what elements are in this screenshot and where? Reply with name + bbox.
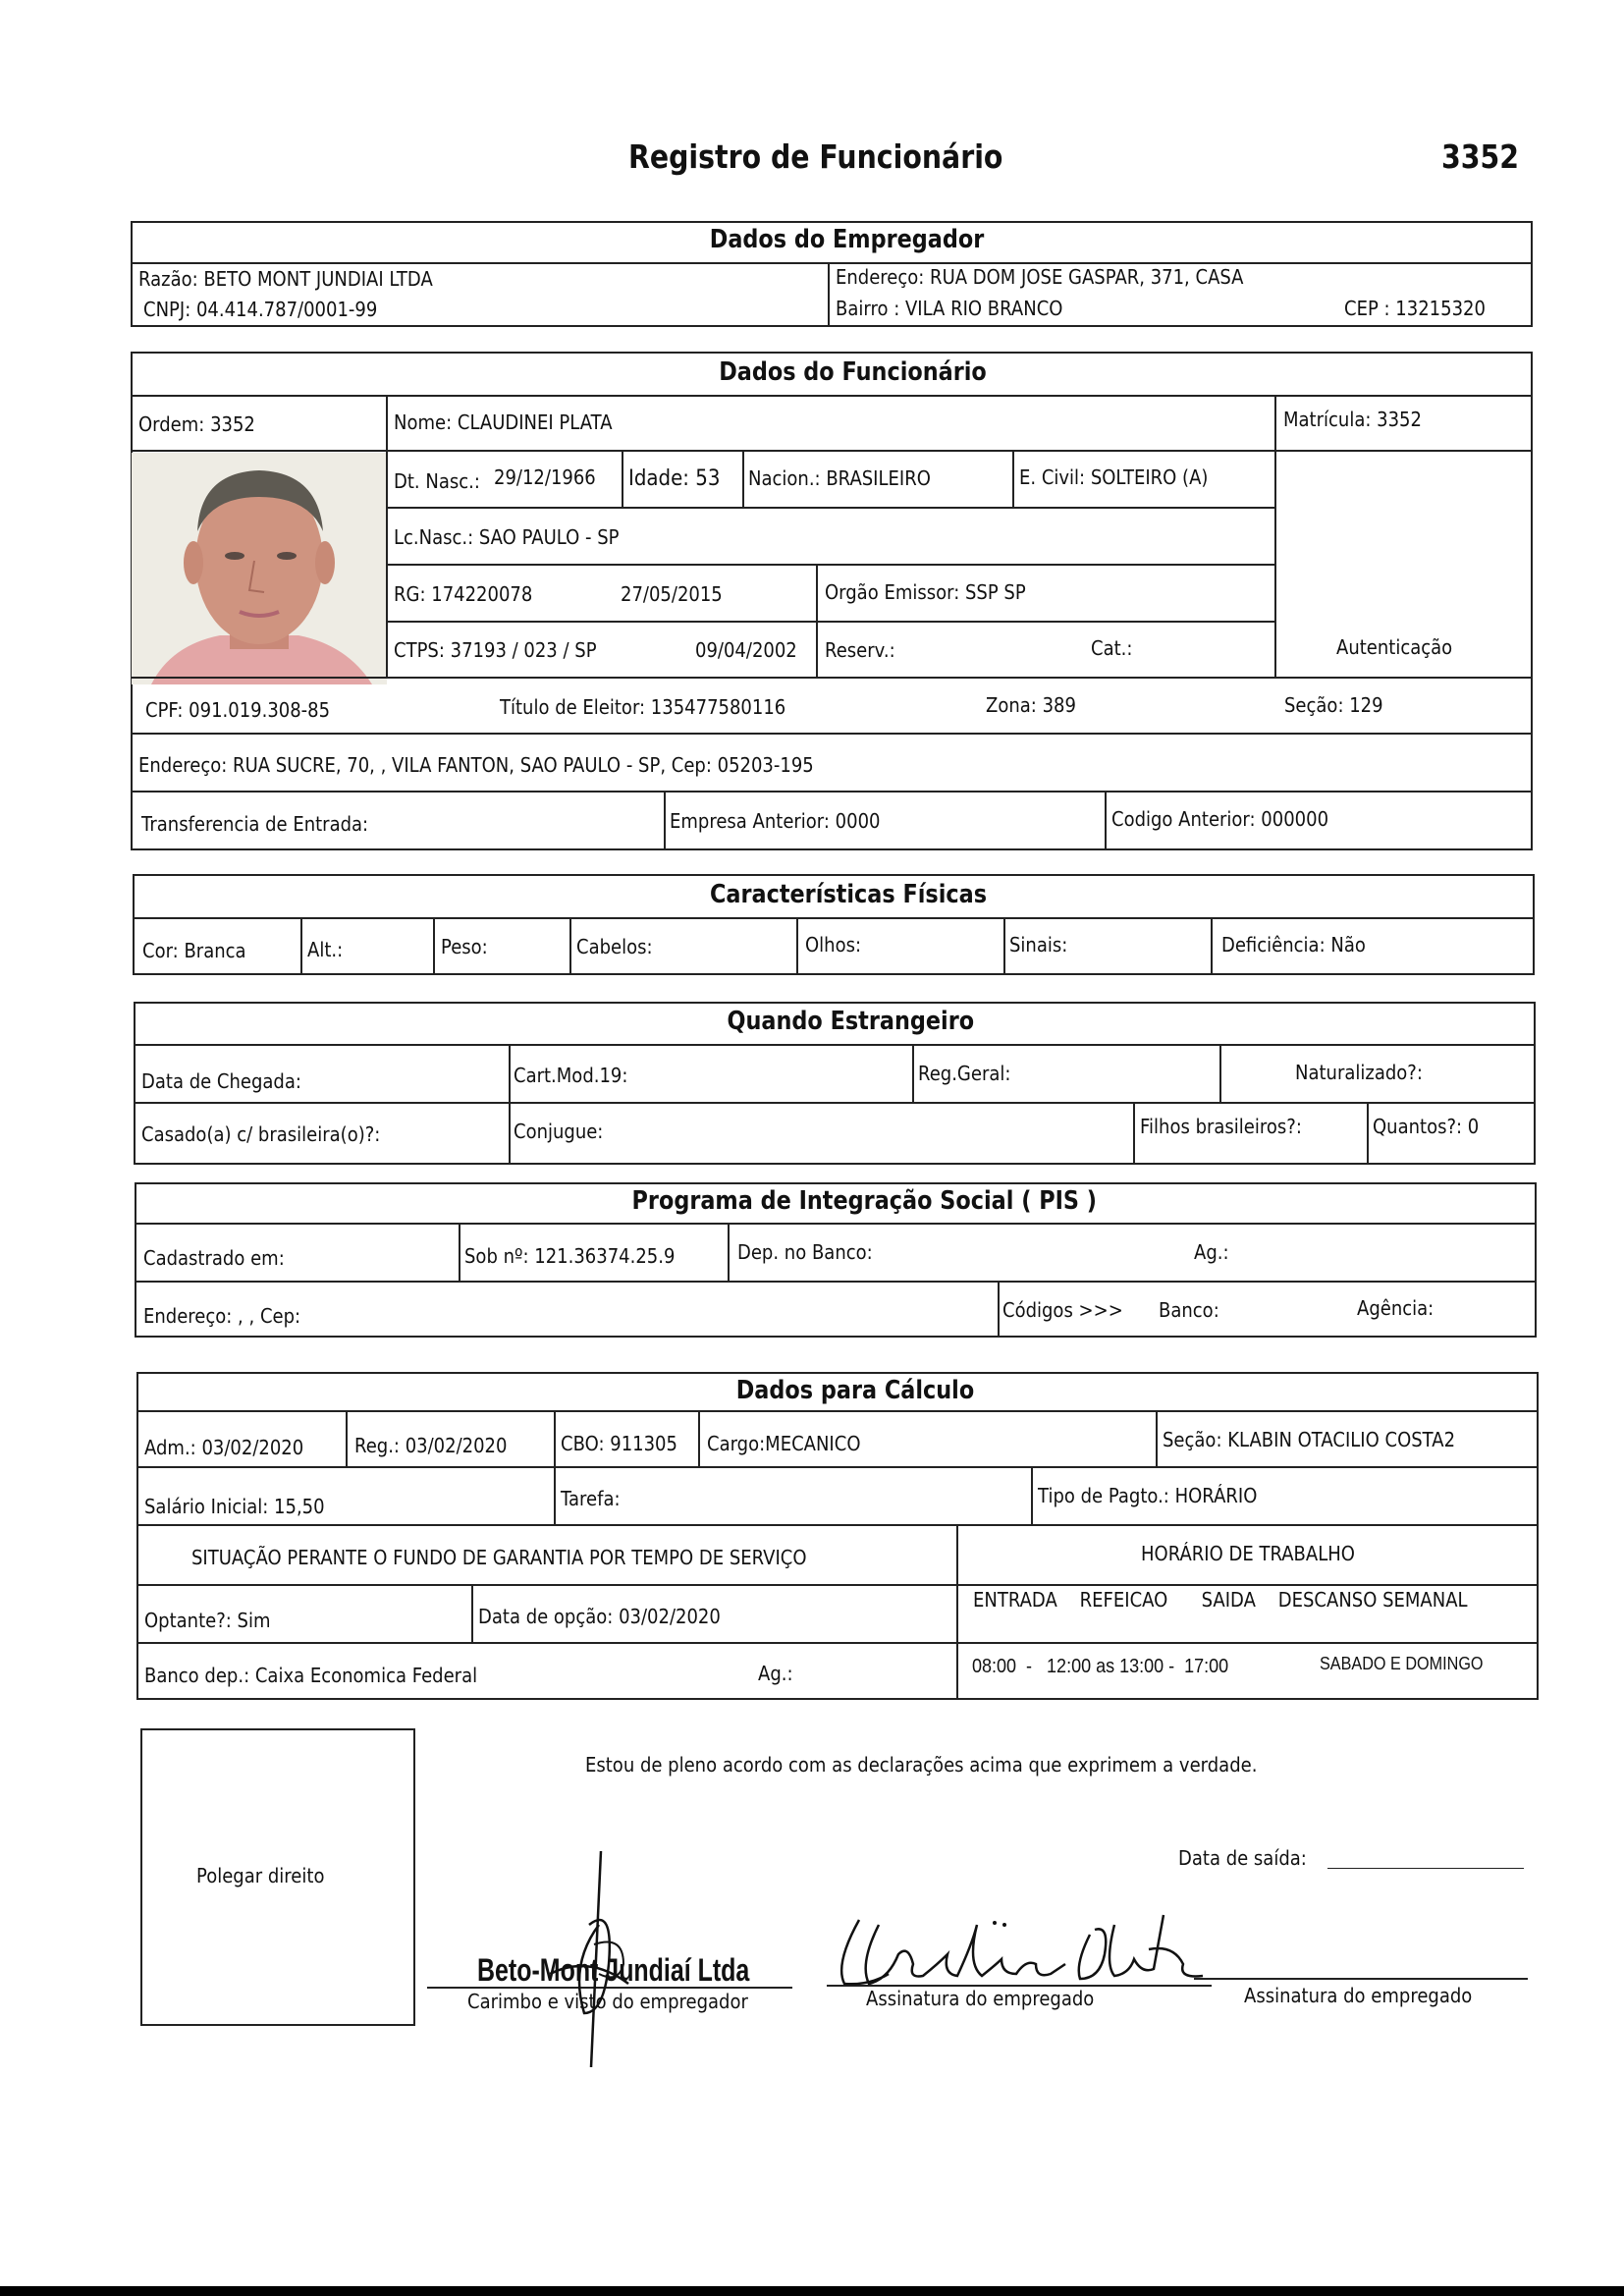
- foreign-reg-geral: Reg.Geral:: [918, 1062, 1011, 1085]
- physical-cor: Cor: Branca: [142, 939, 246, 962]
- pis-ag: Ag.:: [1194, 1240, 1229, 1264]
- physical-peso: Peso:: [441, 935, 488, 958]
- employee-photo: [132, 453, 387, 684]
- foreign-naturalizado: Naturalizado?:: [1295, 1061, 1423, 1084]
- portrait-image: [132, 453, 387, 684]
- foreign-data-chegada: Data de Chegada:: [141, 1069, 301, 1093]
- employee-matricula: Matrícula: 3352: [1283, 408, 1422, 431]
- document-title: Registro de Funcionário: [628, 137, 1003, 176]
- employee-empresa-anterior: Empresa Anterior: 0000: [670, 809, 881, 833]
- employer-stamp-text: Beto-Mont Jundiaí Ltda: [477, 1952, 750, 1988]
- physical-olhos: Olhos:: [805, 933, 862, 957]
- calc-admissao: Adm.: 03/02/2020: [144, 1436, 304, 1459]
- employee-titulo-eleitor: Título de Eleitor: 135477580116: [500, 695, 786, 719]
- employee-header: Dados do Funcionário: [719, 357, 987, 387]
- fgts-title: SITUAÇÃO PERANTE O FUNDO DE GARANTIA POR TEMPO DE SERVIÇO: [191, 1546, 807, 1569]
- employee-ctps-data: 09/04/2002: [695, 638, 797, 662]
- pis-agencia: Agência:: [1357, 1296, 1435, 1320]
- employee-dt-nasc-label: Dt. Nasc.:: [394, 469, 480, 493]
- employer-signature-label: Carimbo e visto do empregador: [467, 1990, 748, 2013]
- foreign-header: Quando Estrangeiro: [727, 1007, 975, 1036]
- employee-signature: [830, 1905, 1222, 1994]
- employee-cpf: CPF: 091.019.308-85: [145, 698, 331, 722]
- pis-cadastrado: Cadastrado em:: [143, 1246, 285, 1270]
- employer-endereco: Endereço: RUA DOM JOSE GASPAR, 371, CASA: [836, 265, 1244, 289]
- employee-ctps: CTPS: 37193 / 023 / SP: [394, 638, 597, 662]
- foreign-casado: Casado(a) c/ brasileira(o)?:: [141, 1122, 381, 1146]
- calc-tarefa: Tarefa:: [561, 1487, 621, 1510]
- employee-cat: Cat.:: [1091, 636, 1133, 660]
- employee-secao: Seção: 129: [1284, 693, 1383, 717]
- thumbprint-label: Polegar direito: [196, 1864, 325, 1887]
- employee-dt-nasc: 29/12/1966: [494, 465, 596, 489]
- employee-signature-label-2: Assinatura do empregado: [1244, 1984, 1473, 2007]
- pis-header: Programa de Integração Social ( PIS ): [631, 1186, 1098, 1216]
- pis-dep-banco: Dep. no Banco:: [737, 1240, 873, 1264]
- document-number: 3352: [1441, 137, 1519, 176]
- calc-salario-inicial: Salário Inicial: 15,50: [144, 1495, 325, 1518]
- calc-header: Dados para Cálculo: [735, 1376, 975, 1405]
- employee-ordem: Ordem: 3352: [138, 412, 255, 436]
- calc-secao: Seção: KLABIN OTACILIO COSTA2: [1163, 1428, 1456, 1451]
- calc-banco-dep: Banco dep.: Caixa Economica Federal: [144, 1664, 478, 1687]
- authentication-label: Autenticação: [1336, 635, 1453, 659]
- foreign-quantos: Quantos?: 0: [1373, 1115, 1480, 1138]
- calc-cbo: CBO: 911305: [561, 1432, 677, 1455]
- exit-date-line: [1327, 1868, 1524, 1869]
- physical-sinais: Sinais:: [1009, 933, 1068, 957]
- employee-nome: Nome: CLAUDINEI PLATA: [394, 410, 613, 434]
- employee-zona: Zona: 389: [986, 693, 1076, 717]
- declaration-text: Estou de pleno acordo com as declarações acima que exprimem a verdade.: [585, 1753, 1258, 1777]
- employee-transferencia: Transferencia de Entrada:: [141, 812, 369, 836]
- employee-estado-civil: E. Civil: SOLTEIRO (A): [1019, 465, 1209, 489]
- employee-reserv: Reserv.:: [825, 638, 895, 662]
- employee-local-nasc: Lc.Nasc.: SAO PAULO - SP: [394, 525, 620, 549]
- employer-cnpj: CNPJ: 04.414.787/0001-99: [143, 298, 378, 321]
- employee-idade: Idade: 53: [628, 466, 721, 491]
- pis-banco: Banco:: [1159, 1298, 1219, 1322]
- physical-header: Características Físicas: [709, 880, 988, 909]
- employer-header: Dados do Empregador: [709, 225, 985, 254]
- pis-codigos: Códigos >>>: [1002, 1298, 1123, 1322]
- employer-cep: CEP : 13215320: [1344, 297, 1486, 320]
- employer-bairro: Bairro : VILA RIO BRANCO: [836, 297, 1063, 320]
- employee-nacionalidade: Nacion.: BRASILEIRO: [748, 466, 931, 490]
- physical-deficiencia: Deficiência: Não: [1221, 933, 1366, 957]
- employee-endereco: Endereço: RUA SUCRE, 70, , VILA FANTON, SAO PAULO - SP, Cep: 05203-195: [138, 753, 814, 777]
- employee-signature-label: Assinatura do empregado: [866, 1987, 1095, 2010]
- calc-optante: Optante?: Sim: [144, 1609, 271, 1632]
- employer-razao: Razão: BETO MONT JUNDIAI LTDA: [138, 267, 433, 291]
- employee-orgao-emissor: Orgão Emissor: SSP SP: [825, 580, 1026, 604]
- foreign-cart-mod19: Cart.Mod.19:: [514, 1064, 628, 1087]
- horario-title: HORÁRIO DE TRABALHO: [1141, 1542, 1355, 1565]
- foreign-filhos: Filhos brasileiros?:: [1140, 1115, 1302, 1138]
- calc-cargo: Cargo:MECANICO: [707, 1432, 861, 1455]
- employee-rg-data: 27/05/2015: [621, 582, 723, 606]
- calc-registro: Reg.: 03/02/2020: [354, 1434, 508, 1457]
- pis-endereco: Endereço: , , Cep:: [143, 1304, 301, 1328]
- foreign-conjugue: Conjugue:: [514, 1120, 604, 1143]
- pis-sob-numero: Sob nº: 121.36374.25.9: [464, 1244, 676, 1268]
- horario-values: 08:00 - 12:00 as 13:00 - 17:00: [972, 1656, 1229, 1677]
- exit-date-label: Data de saída:: [1178, 1846, 1307, 1870]
- horario-descanso: SABADO E DOMINGO: [1320, 1654, 1484, 1673]
- employer-signature: [530, 1846, 648, 2072]
- employee-codigo-anterior: Codigo Anterior: 000000: [1111, 807, 1329, 831]
- scan-border: [0, 2286, 1624, 2296]
- horario-columns: ENTRADA REFEICAO SAIDA DESCANSO SEMANAL: [973, 1588, 1468, 1612]
- physical-cabelos: Cabelos:: [576, 935, 653, 958]
- calc-data-opcao: Data de opção: 03/02/2020: [478, 1605, 721, 1628]
- employee-rg: RG: 174220078: [394, 582, 533, 606]
- calc-ag: Ag.:: [758, 1662, 793, 1685]
- physical-altura: Alt.:: [307, 938, 344, 961]
- calc-tipo-pagto: Tipo de Pagto.: HORÁRIO: [1038, 1484, 1258, 1507]
